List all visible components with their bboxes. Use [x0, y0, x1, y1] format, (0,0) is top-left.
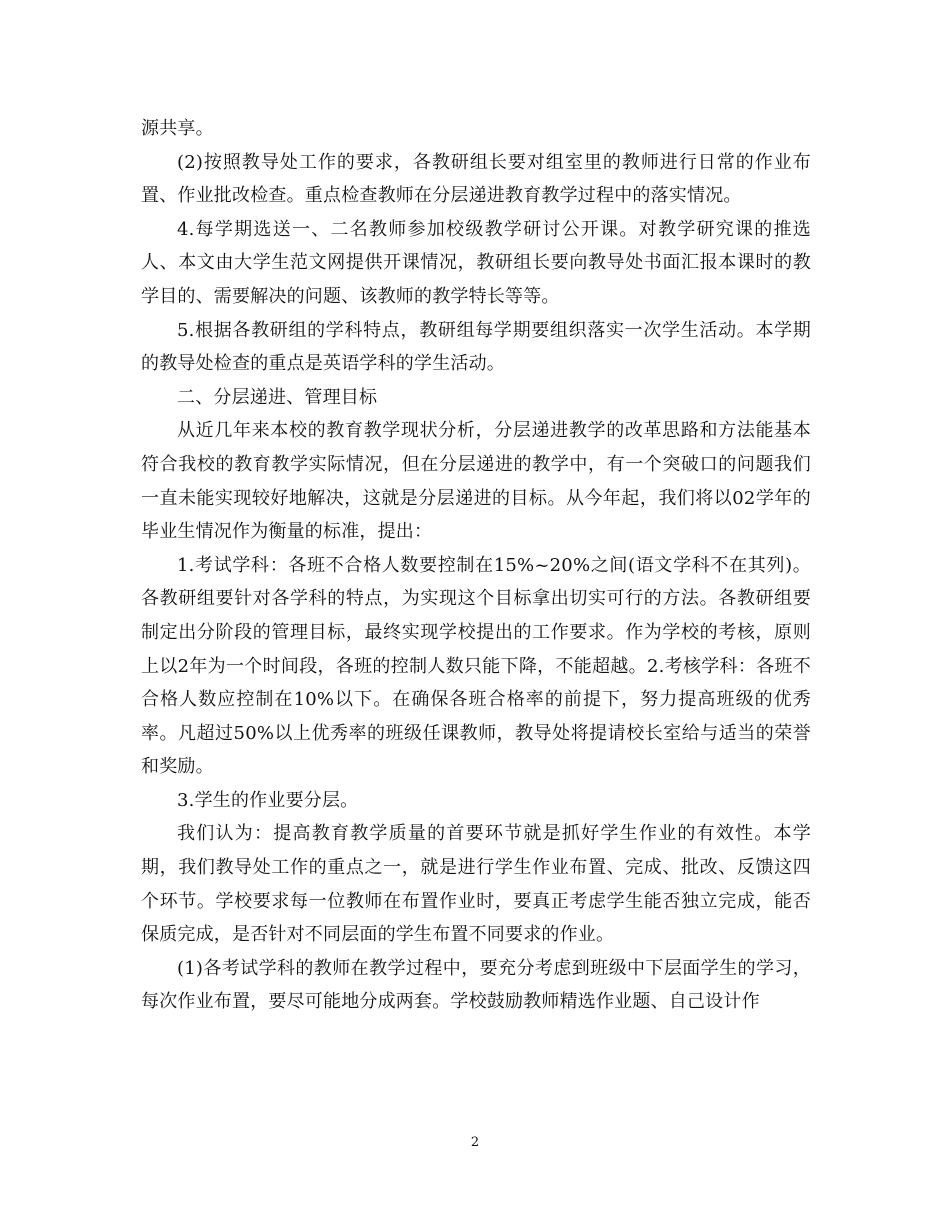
paragraph-2: (2)按照教导处工作的要求，各教研组长要对组室里的教师进行日常的作业布置、作业批改检查。重点检查教师在分层递进教育教学过程中的落实情况。	[141, 151, 811, 207]
paragraph-9: 我们认为：提高教育教学质量的首要环节就是抓好学生作业的有效性。本学期，我们教导处工作的重点之一，就是进行学生作业布置、完成、批改、反馈这四个环节。学校要求每一位教师在布置作业时，要真正考虑学生能否独立完成，能否保质完成，是否针对不同层面的学生布置不同要求的作业。	[141, 823, 811, 946]
paragraph-10: (1)各考试学科的教师在教学过程中，要充分考虑到班级中下层面学生的学习，每次作业布置，要尽可能地分成两套。学校鼓励教师精选作业题、自己设计作	[141, 957, 811, 1013]
document-body	[141, 112, 811, 1019]
paragraph-1: 源共享。	[141, 118, 214, 139]
paragraph-6: 从近几年来本校的教育教学现状分析，分层递进教学的改革思路和方法能基本符合我校的教育教学实际情况，但在分层递进的教学中，有一个突破口的问题我们一直未能实现较好地解决，这就是分层递进的目标。从今年起，我们将以02学年的毕业生情况作为衡量的标准，提出：	[141, 420, 811, 543]
paragraph-3: 4.每学期选送一、二名教师参加校级教学研讨公开课。对教学研究课的推选人、本文由大学生范文网提供开课情况，教研组长要向教导处书面汇报本课时的教学目的、需要解决的问题、该教师的教学特长等等。	[141, 218, 811, 307]
page-number: 2	[470, 1135, 480, 1150]
paragraph-7: 1.考试学科：各班不合格人数要控制在15%~20%之间(语文学科不在其列)。各教研组要针对各学科的特点，为实现这个目标拿出切实可行的方法。各教研组要制定出分阶段的管理目标，最终实现学校提出的工作要求。作为学校的考核，原则上以2年为一个时间段，各班的控制人数只能下降，不能超越。2.考核学科：各班不合格人数应控制在10%以下。在确保各班合格率的前提下，努力提高班级的优秀率。凡超过50%以上优秀率的班级任课教师，教导处将提请校长室给与适当的荣誉和奖励。	[141, 554, 811, 778]
paragraph-4: 5.根据各教研组的学科特点，教研组每学期要组织落实一次学生活动。本学期的教导处检查的重点是英语学科的学生活动。	[141, 319, 811, 375]
paragraph-8: 3.学生的作业要分层。	[177, 789, 359, 811]
section-heading: 二、分层递进、管理目标	[177, 386, 378, 408]
